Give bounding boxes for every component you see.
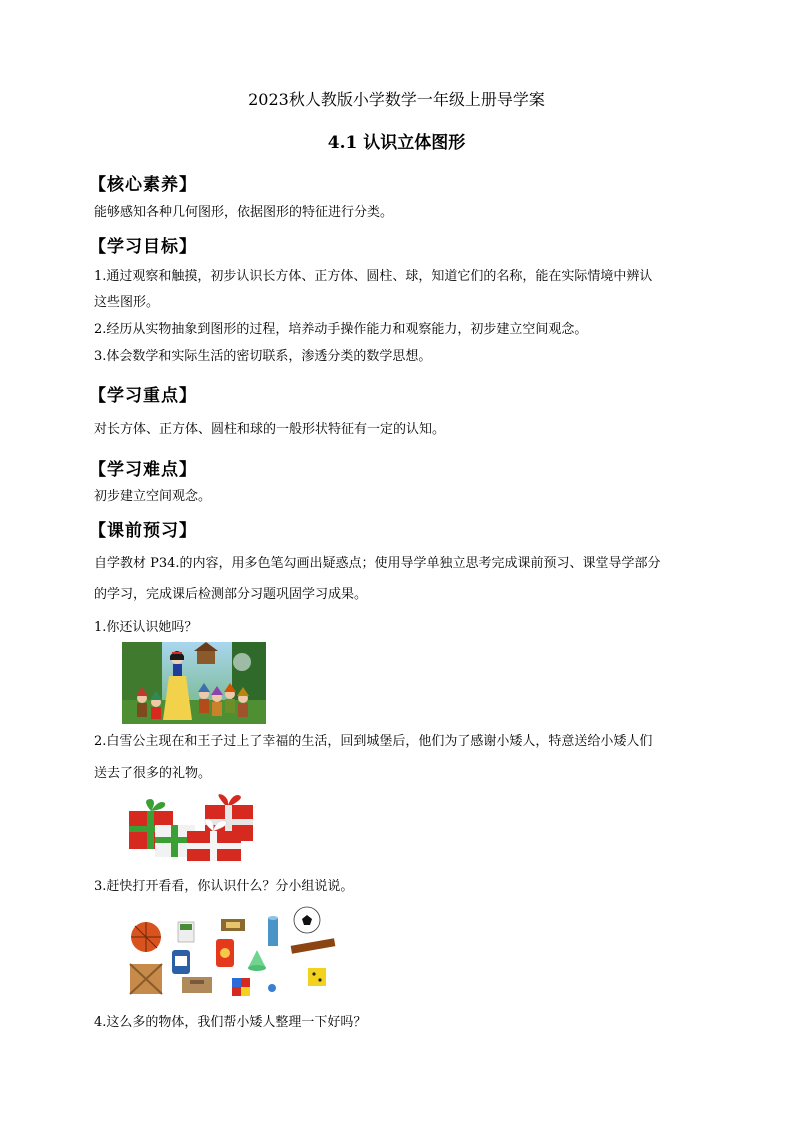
question-2-line-2: 送去了很多的礼物。 <box>94 766 212 781</box>
key-points-text: 对长方体、正方体、圆柱和球的一般形状特征有一定的认知。 <box>94 422 446 437</box>
heading-key-points: 【学习重点】 <box>89 386 197 406</box>
preview-intro-line-1: 自学教材 P34.的内容，用多色笔勾画出疑惑点；使用导学单独立思考完成课前预习、课堂导学部分 <box>94 556 661 571</box>
goal-3: 3.体会数学和实际生活的密切联系，渗透分类的数学思想。 <box>94 349 432 364</box>
core-literacy-text: 能够感知各种几何图形，依据图形的特征进行分类。 <box>94 205 394 220</box>
difficulties-text: 初步建立空间观念。 <box>94 489 212 504</box>
lesson-title: 4.1 认识立体图形 <box>327 133 466 153</box>
goal-1-line-2: 这些图形。 <box>94 295 160 310</box>
heading-core-literacy: 【核心素养】 <box>89 175 197 195</box>
goal-2: 2.经历从实物抽象到图形的过程，培养动手操作能力和观察能力，初步建立空间观念。 <box>94 322 588 337</box>
question-1: 1.你还认识她吗？ <box>94 620 198 635</box>
question-3: 3.赶快打开看看，你认识什么？分小组说说。 <box>94 879 354 894</box>
preview-intro-line-2: 的学习，完成课后检测部分习题巩固学习成果。 <box>94 587 368 602</box>
heading-learning-goals: 【学习目标】 <box>89 237 197 257</box>
gift-boxes-illustration <box>125 793 257 863</box>
heading-preview: 【课前预习】 <box>89 521 197 541</box>
document-title: 2023秋人教版小学数学一年级上册导学案 <box>248 90 545 109</box>
heading-difficulties: 【学习难点】 <box>89 460 197 480</box>
snow-white-illustration <box>122 642 266 724</box>
question-2-line-1: 2.白雪公主现在和王子过上了幸福的生活，回到城堡后，他们为了感谢小矮人，特意送给小矮人们 <box>94 734 653 749</box>
objects-illustration <box>126 904 338 1000</box>
goal-1-line-1: 1.通过观察和触摸，初步认识长方体、正方体、圆柱、球，知道它们的名称，能在实际情境中辨认 <box>94 269 653 284</box>
question-4: 4.这么多的物体，我们帮小矮人整理一下好吗？ <box>94 1015 367 1030</box>
